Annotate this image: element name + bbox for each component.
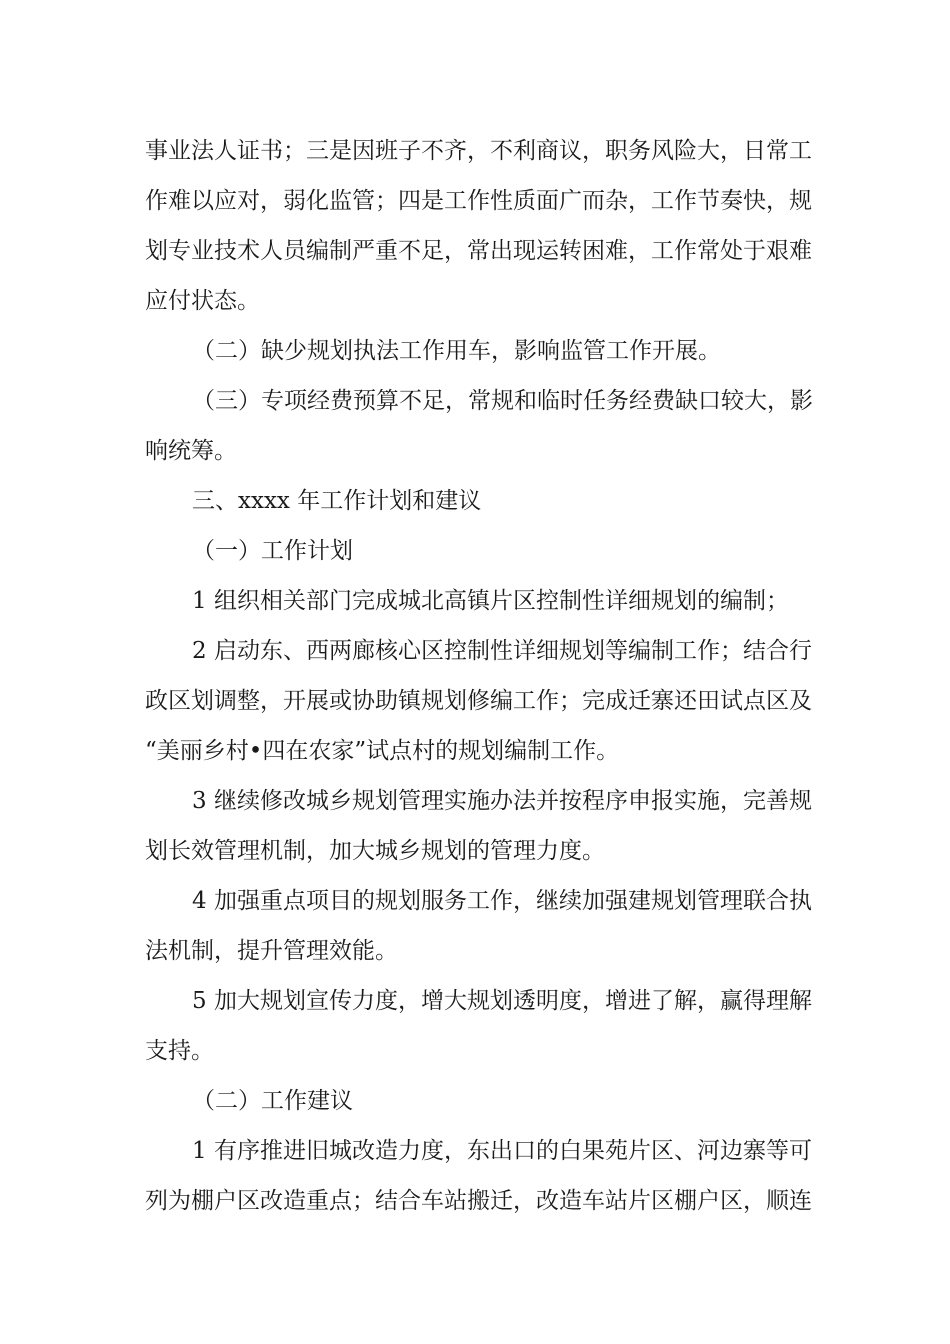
text-line: 1 组织相关部门完成城北高镇片区控制性详细规划的编制； [192, 588, 789, 614]
text-line: 划长效管理机制，加大城乡规划的管理力度。 [145, 838, 605, 864]
text-line: 事业法人证书；三是因班子不齐，不利商议，职务风险大，日常工 [145, 138, 812, 164]
text-line: “美丽乡村•四在农家”试点村的规划编制工作。 [145, 738, 620, 764]
text-line: （二）缺少规划执法工作用车，影响监管工作开展。 [192, 338, 721, 364]
text-line: 作难以应对，弱化监管；四是工作性质面广而杂，工作节奏快，规 [145, 188, 812, 214]
text-line: 5 加大规划宣传力度，增大规划透明度，增进了解，赢得理解 [192, 988, 812, 1014]
subsection-heading: （二）工作建议 [192, 1088, 353, 1114]
text-line: 应付状态。 [145, 288, 260, 314]
text-line: 政区划调整，开展或协助镇规划修编工作；完成迁寨还田试点区及 [145, 688, 812, 714]
text-line: 响统筹。 [145, 438, 237, 464]
text-line: （三）专项经费预算不足，常规和临时任务经费缺口较大，影 [192, 388, 813, 414]
text-line: 2 启动东、西两廊核心区控制性详细规划等编制工作；结合行 [192, 638, 812, 664]
text-line: 1 有序推进旧城改造力度，东出口的白果苑片区、河边寨等可 [192, 1138, 812, 1164]
text-line: 划专业技术人员编制严重不足，常出现运转困难，工作常处于艰难 [145, 238, 812, 264]
text-line: 列为棚户区改造重点；结合车站搬迁，改造车站片区棚户区，顺连 [145, 1188, 812, 1214]
text-line: 法机制，提升管理效能。 [145, 938, 398, 964]
section-heading: 三、xxxx 年工作计划和建议 [192, 488, 482, 514]
text-line: 支持。 [145, 1038, 214, 1064]
text-line: 3 继续修改城乡规划管理实施办法并按程序申报实施，完善规 [192, 788, 812, 814]
text-line: 4 加强重点项目的规划服务工作，继续加强建规划管理联合执 [192, 888, 812, 914]
subsection-heading: （一）工作计划 [192, 538, 353, 564]
